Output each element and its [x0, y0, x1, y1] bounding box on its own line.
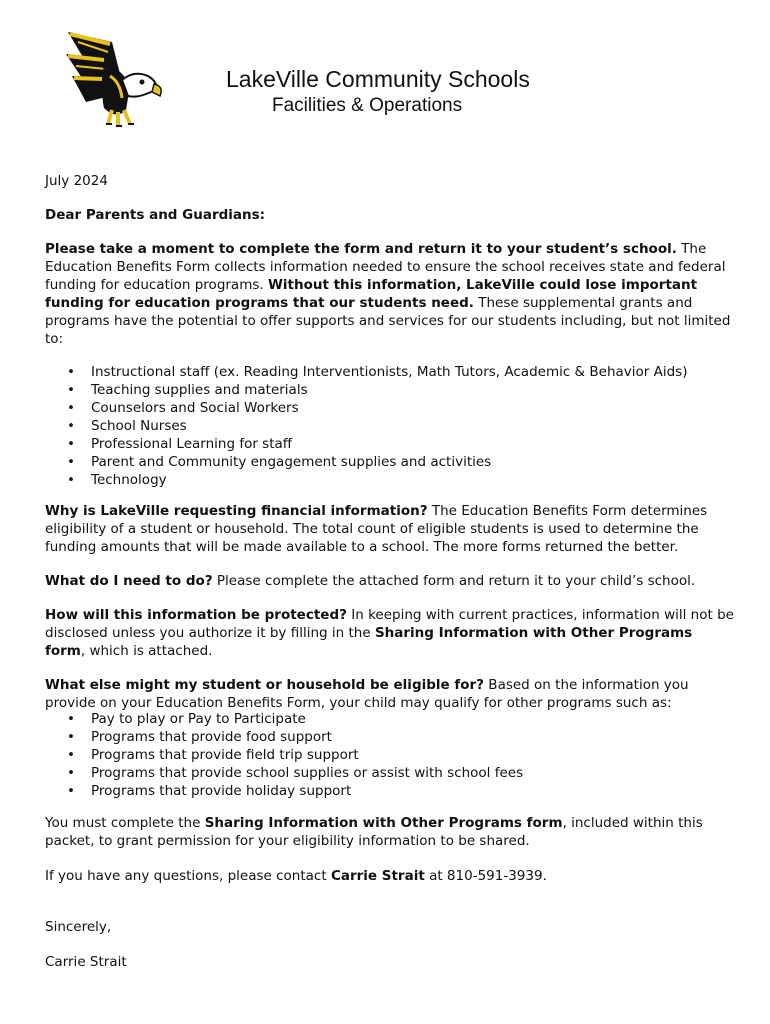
contact-name: Carrie Strait	[330, 868, 425, 884]
signature: Carrie Strait	[45, 954, 127, 970]
list-item: • Teaching supplies and materials	[45, 381, 735, 399]
contact-paragraph	[45, 867, 735, 885]
closing: Sincerely,	[45, 919, 112, 935]
intro-text-1: The Education Benefits Form collects information needed to ensure the school receives state and federal funding for education programs.	[45, 241, 726, 293]
list-item: • Programs that provide holiday support	[45, 782, 735, 800]
why-paragraph	[45, 502, 735, 556]
list-item: • Professional Learning for staff	[45, 435, 735, 453]
must-complete-paragraph	[45, 814, 735, 850]
page-title: LakeVille Community Schools	[226, 66, 530, 92]
must-complete-text-1: You must complete the	[45, 815, 205, 831]
list-item: • School Nurses	[45, 417, 735, 435]
page-subtitle: Facilities & Operations	[272, 95, 463, 116]
list-item: • Programs that provide school supplies or assist with school fees	[45, 764, 735, 782]
protected-answer-1: In keeping with current practices, information will not be disclosed unless you authorize it by filling in the	[45, 607, 734, 641]
contact-text-1: If you have any questions, please contact	[45, 868, 331, 884]
list-item: • Technology	[45, 471, 735, 489]
programs-list	[45, 710, 735, 800]
why-question: Why is LakeVille requesting financial information?	[45, 503, 428, 519]
eagle-mascot-icon	[60, 24, 172, 128]
intro-paragraph	[45, 240, 735, 348]
contact-text-2: at 810-591-3939.	[424, 868, 547, 884]
list-item: • Instructional staff (ex. Reading Interventionists, Math Tutors, Academic & Behavior Aids)	[45, 363, 735, 381]
what-do-question: What do I need to do?	[45, 573, 213, 589]
sharing-form-name-2: Sharing Information with Other Programs form	[204, 815, 563, 831]
why-answer: The Education Benefits Form determines eligibility of a student or household. The total count of eligible students is used to determine the funding amounts that will be made available to a school. The more forms returned the better.	[45, 503, 708, 555]
eligible-paragraph	[45, 676, 735, 712]
protected-answer-2: , which is attached.	[80, 643, 213, 659]
must-complete-text-2: , included within this packet, to grant permission for your eligibility information to be shared.	[45, 815, 703, 849]
intro-bold-1: Please take a moment to complete the form and return it to your student’s school.	[45, 241, 677, 257]
protected-paragraph	[45, 606, 735, 660]
sharing-form-name: Sharing Information with Other Programs form	[45, 625, 693, 659]
eligible-question: What else might my student or household be eligible for?	[45, 677, 485, 693]
intro-bold-2: Without this information, LakeVille could lose important funding for education programs that our students need.	[45, 277, 698, 311]
eligible-answer: Based on the information you provide on your Education Benefits Form, your child may qualify for other programs such as:	[45, 677, 689, 711]
letter-greeting: Dear Parents and Guardians:	[45, 207, 266, 223]
intro-text-2: These supplemental grants and programs have the potential to offer supports and services for our students including, but not limited to:	[45, 295, 731, 347]
list-item: • Pay to play or Pay to Participate	[45, 710, 735, 728]
what-do-answer: Please complete the attached form and return it to your child’s school.	[212, 573, 696, 589]
list-item: • Parent and Community engagement supplies and activities	[45, 453, 735, 471]
what-do-paragraph	[45, 572, 735, 590]
list-item: • Programs that provide field trip support	[45, 746, 735, 764]
protected-question: How will this information be protected?	[45, 607, 347, 623]
support-list	[45, 363, 735, 489]
letter-date: July 2024	[45, 173, 108, 189]
list-item: • Counselors and Social Workers	[45, 399, 735, 417]
list-item: • Programs that provide food support	[45, 728, 735, 746]
